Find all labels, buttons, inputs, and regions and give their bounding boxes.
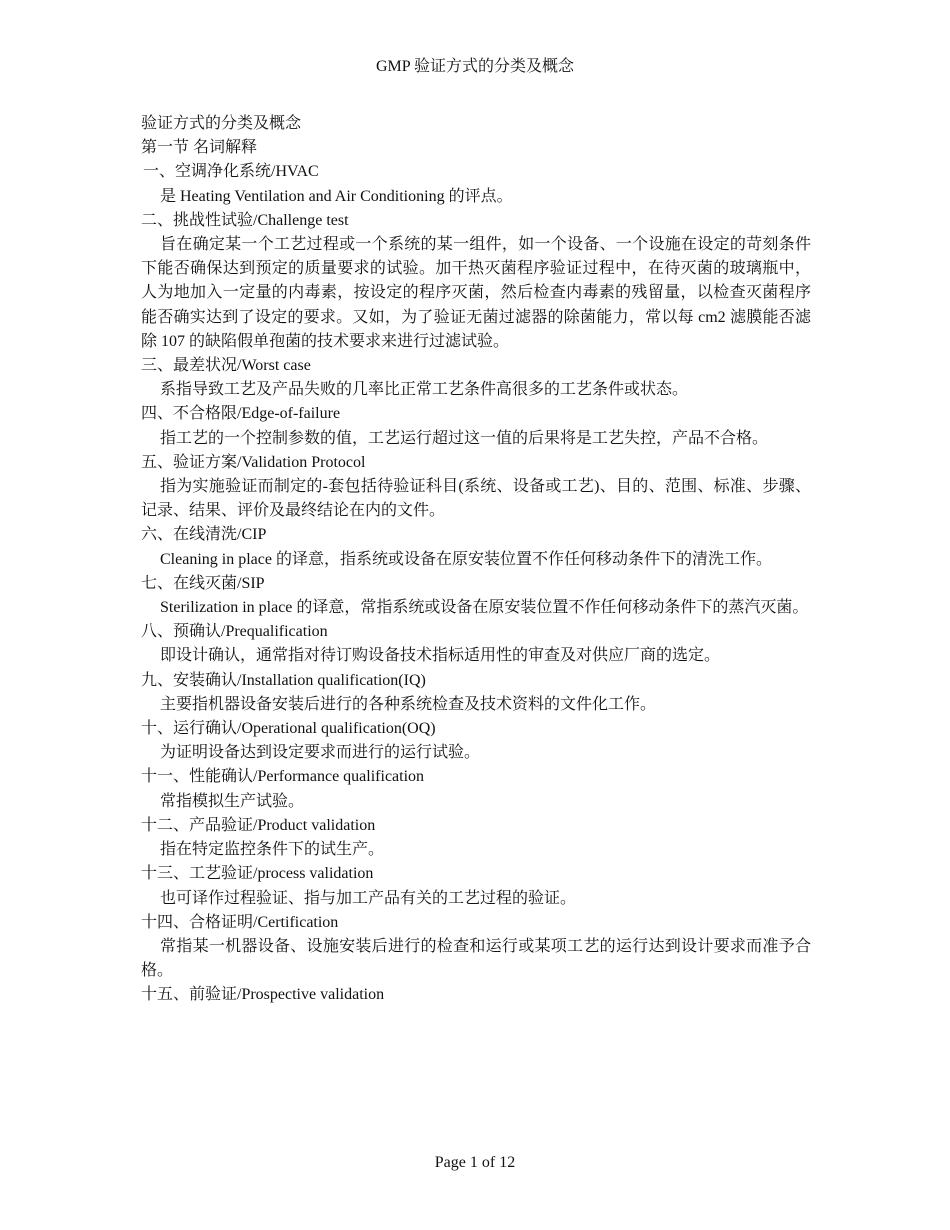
entry-definition: 即设计确认，通常指对待订购设备技术指标适用性的审查及对供应厂商的选定。 [160, 647, 721, 665]
page-footer [0, 1151, 950, 1175]
entry-definition: Sterilization in place 的译意，常指系统或设备在原安装位置不作任何移动条件下的蒸汽灭菌。 [160, 599, 809, 617]
entry-definition: 指为实施验证而制定的-套包括待验证科目(系统、设备或工艺)、目的、范围、标准、步骤、记录、结果、评价及最终结论在内的文件。 [141, 478, 811, 520]
entry-term: 十三、工艺验证/process validation [141, 865, 374, 883]
glossary-entry [141, 862, 811, 910]
entry-term: 八、预确认/Prequalification [141, 623, 328, 641]
glossary-entry [141, 765, 811, 813]
glossary-entry [141, 669, 811, 717]
entry-term: 五、验证方案/Validation Protocol [141, 453, 366, 471]
glossary-entry [141, 523, 811, 571]
page-header [0, 55, 950, 79]
header-title: GMP 验证方式的分类及概念 [375, 58, 575, 75]
entry-definition: 主要指机器设备安装后进行的各种系统检查及技术资料的文件化工作。 [160, 695, 657, 713]
glossary-entry [141, 402, 811, 450]
entry-definition: 为证明设备达到设定要求而进行的运行试验。 [160, 744, 481, 762]
document-body [141, 112, 811, 1008]
entry-term: 十一、性能确认/Performance qualification [141, 768, 425, 786]
glossary-entry [141, 572, 811, 620]
document-title: 验证方式的分类及概念 [141, 115, 302, 132]
entry-definition: 旨在确定某一个工艺过程或一个系统的某一组件，如一个设备、一个设施在设定的苛刻条件下能否确保达到预定的质量要求的试验。加干热灭菌程序验证过程中，在待灭菌的玻璃瓶中，人为地加入一定量的内毒素，按设定的程序灭菌，然后检查内毒素的残留量，以检查灭菌程序能否确实达到了设定的要求。又如，为了验证无菌过滤器的除菌能力，常以每 cm2 滤膜能否滤除 107 的缺陷假单孢菌的技术要求来进行过滤试验。 [141, 236, 811, 350]
entry-definition: 系指导致工艺及产品失败的几率比正常工艺条件高很多的工艺条件或状态。 [160, 381, 689, 399]
entry-definition: 常指模拟生产试验。 [160, 792, 305, 810]
entry-term: 十四、合格证明/Certification [141, 913, 339, 931]
entry-term: 九、安装确认/Installation qualification(IQ) [141, 671, 426, 689]
entry-term: 一、空调净化系统/HVAC [143, 163, 319, 181]
entry-term: 七、在线灭菌/SIP [141, 574, 265, 592]
entry-term: 二、挑战性试验/Challenge test [141, 211, 349, 229]
entry-definition: 也可译作过程验证、指与加工产品有关的工艺过程的验证。 [160, 889, 577, 907]
entry-term: 三、最差状况/Worst case [141, 357, 311, 375]
entry-definition: 指在特定监控条件下的试生产。 [160, 841, 385, 859]
entry-definition: 是 Heating Ventilation and Air Conditioning 的评点。 [160, 187, 513, 205]
glossary-entry [141, 209, 811, 354]
entry-term: 四、不合格限/Edge-of-failure [141, 405, 341, 423]
entry-term: 十、运行确认/Operational qualification(OQ) [141, 720, 436, 738]
glossary-entry [141, 354, 811, 402]
entry-definition: 常指某一机器设备、设施安装后进行的检查和运行或某项工艺的运行达到设计要求而准予合格。 [141, 937, 811, 980]
entry-term: 六、在线清洗/CIP [141, 526, 267, 544]
entry-term: 十五、前验证/Prospective validation [141, 986, 385, 1004]
glossary-entry [141, 160, 811, 208]
glossary-entry [141, 451, 811, 524]
glossary-entry [141, 717, 811, 765]
entry-definition: Cleaning in place 的译意，指系统或设备在原安装位置不作任何移动条件下的清洗工作。 [160, 550, 772, 568]
glossary-entry [141, 620, 811, 668]
entry-definition: 指工艺的一个控制参数的值，工艺运行超过这一值的后果将是工艺失控，产品不合格。 [160, 429, 769, 447]
section-heading: 第一节 名词解释 [141, 139, 258, 157]
glossary-entry [141, 814, 811, 862]
glossary-entry [141, 983, 811, 1007]
page-number: Page 1 of 12 [434, 1154, 516, 1171]
glossary-entry [141, 911, 811, 984]
entry-term: 十二、产品验证/Product validation [141, 816, 376, 834]
